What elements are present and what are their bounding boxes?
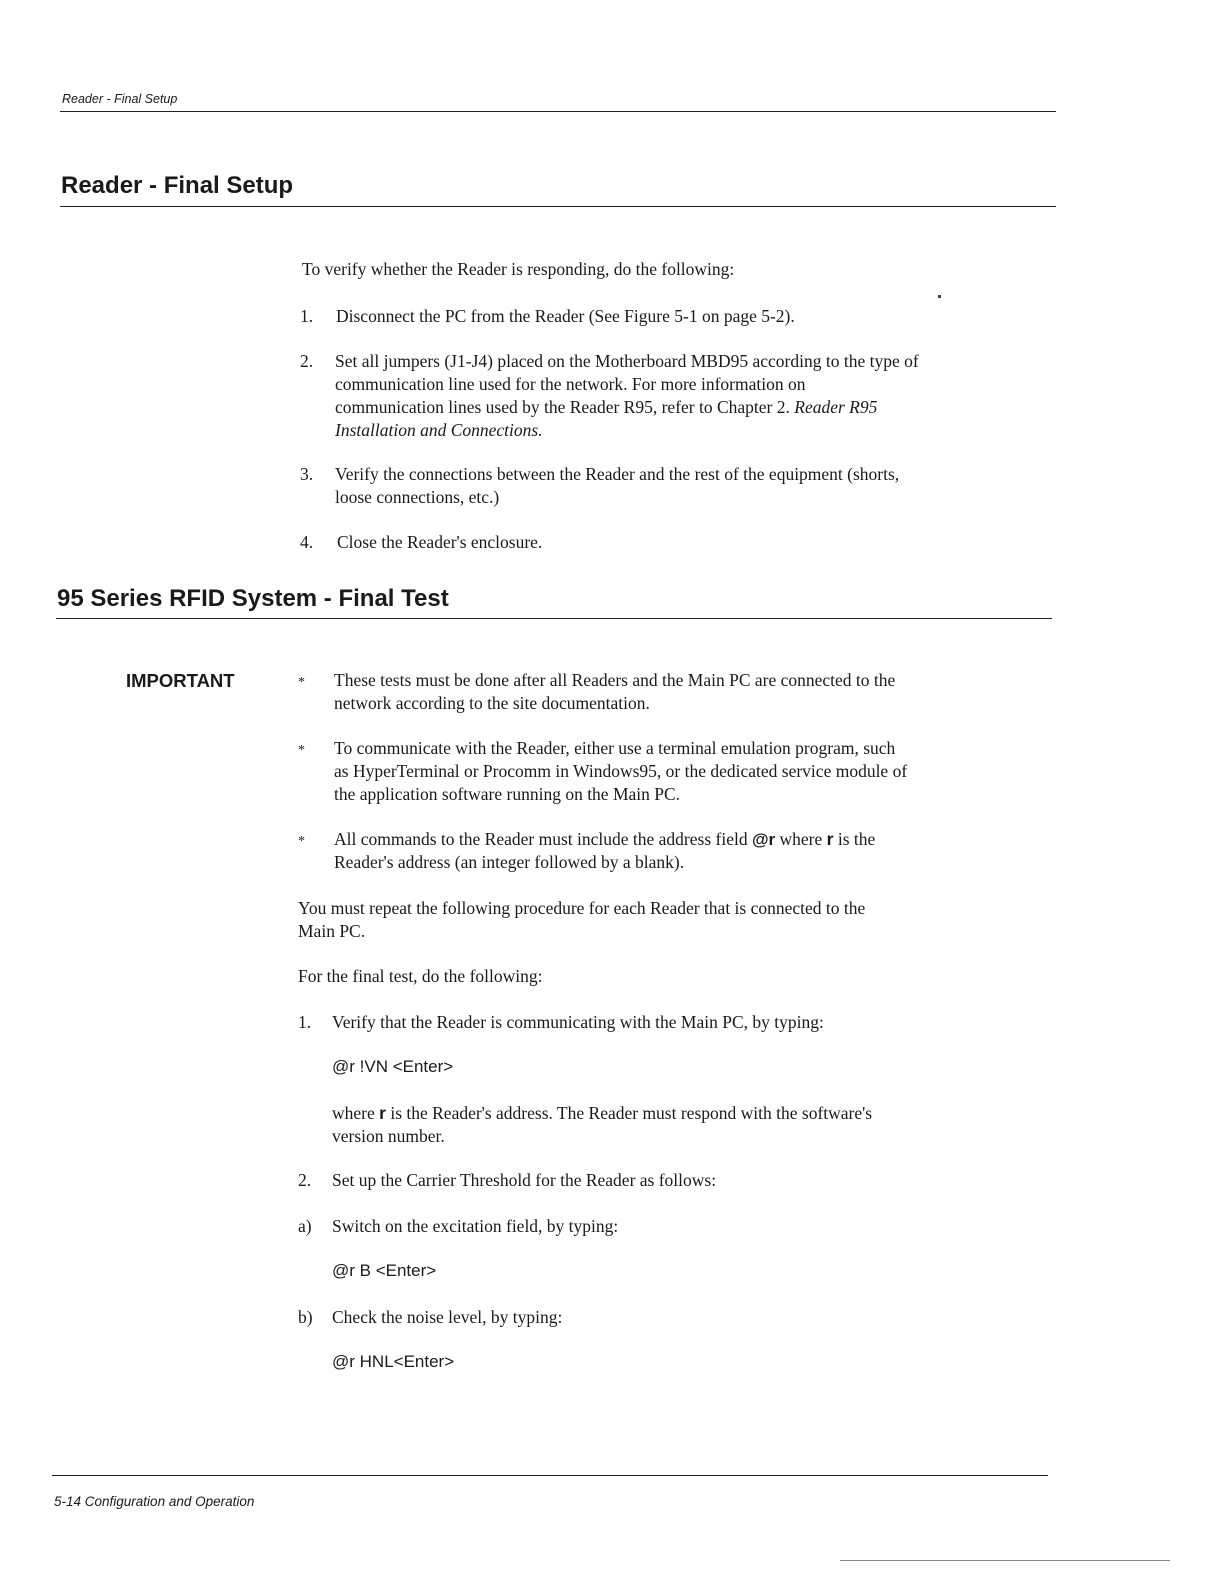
bullet-text-line: To communicate with the Reader, either use a terminal emulation program, such [334, 738, 896, 758]
step-text: Verify that the Reader is communicating with the Main PC, by typing: [332, 1012, 824, 1032]
step-number: 2. [298, 1170, 312, 1190]
important-label: IMPORTANT [126, 670, 235, 691]
scan-speck [938, 295, 941, 298]
section-title-rule [56, 618, 1052, 619]
step-text: Switch on the excitation field, by typing: [332, 1216, 619, 1236]
step-letter: b) [298, 1307, 313, 1327]
step-number: 1. [300, 306, 314, 326]
step1-explanation [332, 1102, 1052, 1148]
explanation-text: version number. [332, 1126, 445, 1146]
bullet-text-line: These tests must be done after all Readers and the Main PC are connected to the [334, 670, 896, 690]
explanation-text: is the Reader's address. The Reader must respond with the software's [385, 1103, 873, 1123]
paragraph-line: Main PC. [298, 921, 366, 941]
command-hnl: @r HNL<Enter> [332, 1352, 455, 1371]
step-number: 1. [298, 1012, 312, 1032]
header-rule [60, 111, 1056, 112]
explanation-text: where [332, 1103, 380, 1123]
command-vn: @r !VN <Enter> [332, 1057, 454, 1076]
address-variable: r [379, 1103, 386, 1123]
address-field-code: @r [751, 830, 776, 849]
section-title-reader-final-setup: Reader - Final Setup [61, 172, 294, 199]
step-text: Check the noise level, by typing: [332, 1307, 563, 1327]
section1-intro: To verify whether the Reader is responding, do the following: [302, 259, 735, 279]
bullet-text: where [775, 829, 827, 849]
step-letter: a) [298, 1216, 312, 1236]
step-number: 2. [300, 351, 314, 371]
bullet-icon: * [298, 675, 305, 690]
repeat-paragraph [298, 897, 1058, 943]
step-text-line: Verify the connections between the Reader and the rest of the equipment (shorts, [335, 464, 900, 484]
step-text: Close the Reader's enclosure. [337, 532, 543, 552]
step-text: Set up the Carrier Threshold for the Reader as follows: [332, 1170, 717, 1190]
step-number: 4. [300, 532, 314, 552]
bullet-icon: * [298, 743, 305, 758]
page-footer: 5-14 Configuration and Operation [54, 1494, 255, 1509]
footer-rule [52, 1475, 1048, 1476]
bullet-text-line: Reader's address (an integer followed by a blank). [334, 852, 685, 872]
paragraph-line: You must repeat the following procedure for each Reader that is connected to the [298, 898, 866, 918]
bullet-icon: * [298, 834, 305, 849]
bullet-text: is the [833, 829, 876, 849]
step-text-line: communication line used for the network. For more information on [335, 374, 806, 394]
step-number: 3. [300, 464, 314, 484]
bullet-text-line: the application software running on the Main PC. [334, 784, 681, 804]
command-b: @r B <Enter> [332, 1261, 437, 1280]
section-title-rule [60, 206, 1056, 207]
running-header: Reader - Final Setup [62, 92, 178, 106]
bullet-text: All commands to the Reader must include the address field [334, 829, 752, 849]
step-text-line: loose connections, etc.) [335, 487, 500, 507]
section-title-final-test: 95 Series RFID System - Final Test [57, 585, 449, 612]
scan-edge-line [840, 1560, 1170, 1561]
italic-reference: Installation and Connections. [335, 420, 543, 440]
step-text-line: Set all jumpers (J1-J4) placed on the Motherboard MBD95 according to the type of [335, 351, 919, 371]
step-text: Disconnect the PC from the Reader (See Figure 5-1 on page 5-2). [336, 306, 795, 326]
step-text-line: communication lines used by the Reader R95, refer to Chapter 2. [335, 397, 790, 417]
address-variable: r [826, 829, 834, 849]
final-test-intro: For the final test, do the following: [298, 966, 543, 986]
bullet-text-line: as HyperTerminal or Procomm in Windows95, or the dedicated service module of [334, 761, 908, 781]
italic-reference: Reader R95 [794, 397, 878, 417]
bullet-text-line: network according to the site documentation. [334, 693, 650, 713]
